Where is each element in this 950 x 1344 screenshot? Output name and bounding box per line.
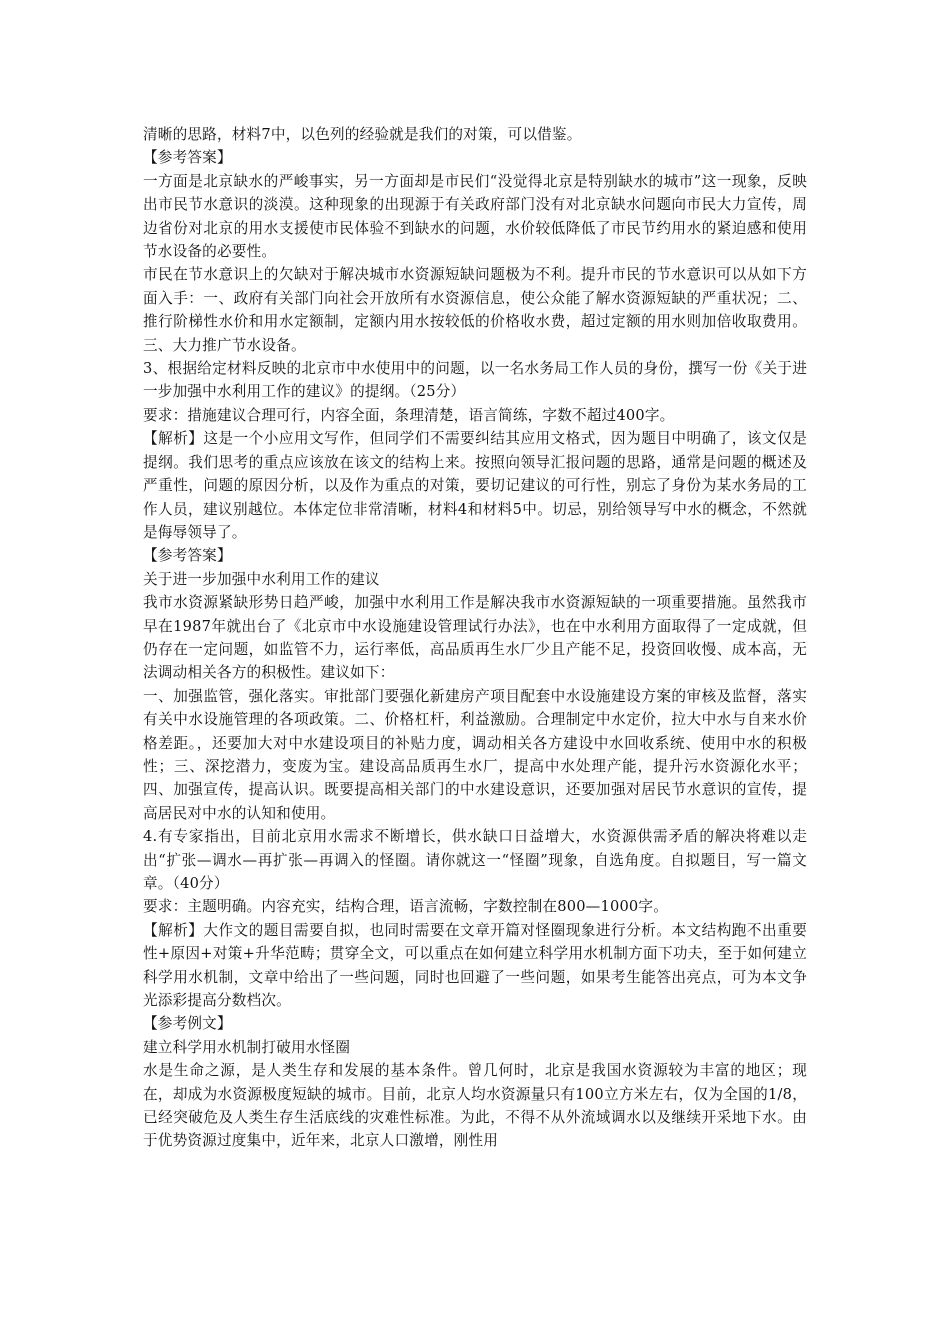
- text-paragraph: 一、加强监管，强化落实。审批部门要强化新建房产项目配套中水设施建设方案的审核及监督，落实有关中水设施管理的各项政策。二、价格杠杆，利益激励。合理制定中水定价，拉大中水与自来水价格差距。，还要加大对中水建设项目的补贴力度，调动相关各方建设中水回收系统、使用中水的积极性；三、深挖潜力，变废为宝。建设高品质再生水厂，提高中水处理产能，提升污水资源化水平；四、加强宣传，提高认识。既要提高相关部门的中水建设意识，还要加强对居民节水意识的宣传，提高居民对中水的认知和使用。: [143, 687, 807, 822]
- document-page: [143, 123, 807, 1153]
- text-paragraph: 清晰的思路，材料7中，以色列的经验就是我们的对策，可以借鉴。: [143, 126, 582, 143]
- question-paragraph: 4.有专家指出，目前北京用水需求不断增长，供水缺口日益增大，水资源供需矛盾的解决将难以走出“扩张—调水—再扩张—再调入的怪圈。请你就这一“怪圈”现象，自选角度。自拟题目，写一篇文章。（40分）: [143, 828, 807, 892]
- essay-title: 建立科学用水机制打破用水怪圈: [143, 1038, 351, 1056]
- question-paragraph: 3、根据给定材料反映的北京市中水使用中的问题，以一名水务局工作人员的身份，撰写一份《关于进一步加强中水利用工作的建议》的提纲。（25分）: [143, 360, 807, 401]
- analysis-paragraph: 【解析】这是一个小应用文写作，但同学们不需要纠结其应用文格式，因为题目中明确了，该文仅是提纲。我们思考的重点应该放在该文的结构上来。按照向领导汇报问题的思路，通常是问题的概述及严重性，问题的原因分析，以及作为重点的对策，要切记建议的可行性，别忘了身份为某水务局的工作人员，建议别越位。本体定位非常清晰，材料4和材料5中。切忌，别给领导写中水的概念，不然就是侮辱领导了。: [143, 430, 807, 541]
- section-heading: 【参考答案】: [143, 149, 232, 167]
- requirement-paragraph: 要求：措施建议合理可行，内容全面，条理清楚，语言简练，字数不超过400字。: [143, 406, 675, 424]
- text-paragraph: 一方面是北京缺水的严峻事实，另一方面却是市民们“没觉得北京是特别缺水的城市”这一现象，反映出市民节水意识的淡漠。这种现象的出现源于有关政府部门没有对北京缺水问题向市民大力宣传，周边省份对北京的用水支援使市民体验不到缺水的问题，水价较低降低了市民节约用水的紧迫感和使用节水设备的必要性。: [143, 172, 807, 261]
- text-paragraph: 市民在节水意识上的欠缺对于解决城市水资源短缺问题极为不利。提升市民的节水意识可以从如下方面入手：一、政府有关部门向社会开放所有水资源信息，使公众能了解水资源短缺的严重状况；二、推行阶梯性水价和用水定额制，定额内用水按较低的价格收水费，超过定额的用水则加倍收取费用。三、大力推广节水设备。: [143, 266, 807, 354]
- section-heading: 【参考例文】: [143, 1015, 232, 1033]
- text-paragraph: 水是生命之源，是人类生存和发展的基本条件。曾几何时，北京是我国水资源较为丰富的地区；现在，却成为水资源极度短缺的城市。目前，北京人均水资源量只有100立方米左右，仅为全国的1/8，已经突破危及人类生存生活底线的灾难性标准。为此，不得不从外流域调水以及继续开采地下水。由于优势资源过度集中，近年来，北京人口激增，刚性用: [143, 1062, 807, 1150]
- analysis-paragraph: 【解析】大作文的题目需要自拟，也同时需要在文章开篇对怪圈现象进行分析。本文结构跑不出重要性+原因+对策+升华范畴；贯穿全文，可以重点在如何建立科学用水机制方面下功夫，至于如何建立科学用水机制，文章中给出了一些问题，同时也回避了一些问题，如果考生能答出亮点，可为本文争光添彩提高分数档次。: [143, 921, 807, 1010]
- text-paragraph: 我市水资源紧缺形势日趋严峻，加强中水利用工作是解决我市水资源短缺的一项重要措施。虽然我市早在1987年就出台了《北京市中水设施建设管理试行办法》，也在中水利用方面取得了一定成就，但仍存在一定问题，如监管不力，运行率低，高品质再生水厂少且产能不足，投资回收慢、成本高，无法调动相关各方的积极性。建议如下：: [143, 594, 807, 682]
- answer-title: 关于进一步加强中水利用工作的建议: [143, 570, 380, 588]
- requirement-paragraph: 要求：主题明确。内容充实，结构合理，语言流畅，字数控制在800—1000字。: [143, 898, 669, 916]
- section-heading: 【参考答案】: [143, 547, 232, 565]
